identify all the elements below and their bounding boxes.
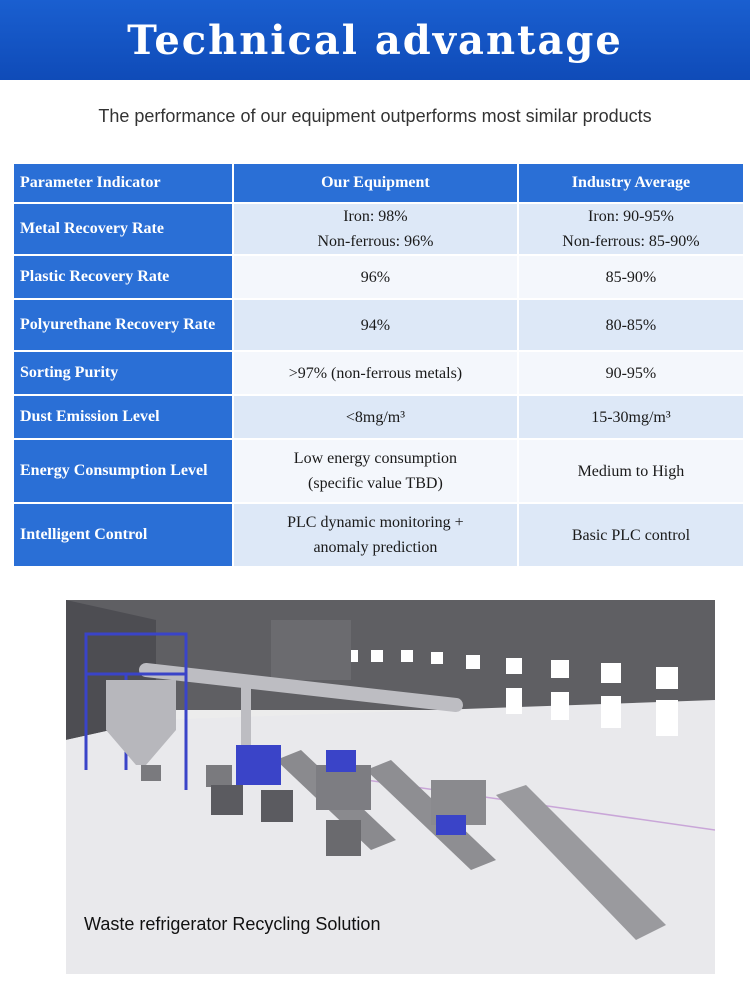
table-row [13,439,744,503]
cell-line: Medium to High [577,462,685,480]
industry-average-cell [518,503,744,567]
parameter-cell: Energy Consumption Level [13,439,233,503]
header-parameter: Parameter Indicator [13,163,233,203]
parameter-cell: Polyurethane Recovery Rate [13,299,233,351]
subtitle: The performance of our equipment outperforms most similar products [98,106,652,126]
header-banner [0,0,750,80]
our-equipment-cell [233,503,518,567]
cell-line: Non-ferrous: 85-90% [562,233,700,250]
cell-line: anomaly prediction [313,539,438,556]
equipment-photo [66,600,715,974]
header-industry-average: Industry Average [518,163,744,203]
comparison-table [12,162,745,568]
table-row [13,351,744,395]
cell-line: Iron: 98% [343,208,408,225]
cell-line: (specific value TBD) [308,475,443,492]
cell-line: 80-85% [605,316,657,334]
cell-line: 85-90% [605,268,657,286]
cell-line: 90-95% [605,364,657,382]
cell-line: 96% [360,268,391,286]
page-title: Technical advantage [127,16,623,64]
cell-line: >97% (non-ferrous metals) [288,364,463,382]
our-equipment-cell [233,395,518,439]
industry-average-cell [518,255,744,299]
industry-average-cell [518,351,744,395]
cell-line: PLC dynamic monitoring + [287,514,464,531]
table-row [13,203,744,255]
cell-line: Low energy consumption [293,450,458,467]
parameter-cell: Sorting Purity [13,351,233,395]
parameter-cell: Plastic Recovery Rate [13,255,233,299]
header-our-equipment: Our Equipment [233,163,518,203]
table-row [13,503,744,567]
cell-line: Iron: 90-95% [588,208,674,225]
our-equipment-cell [233,439,518,503]
our-equipment-cell [233,203,518,255]
table-row [13,395,744,439]
our-equipment-cell [233,299,518,351]
industry-average-cell [518,299,744,351]
cell-line: 15-30mg/m³ [591,408,671,426]
parameter-cell: Dust Emission Level [13,395,233,439]
our-equipment-cell [233,255,518,299]
industry-average-cell [518,203,744,255]
parameter-cell: Intelligent Control [13,503,233,567]
our-equipment-cell [233,351,518,395]
industry-average-cell [518,439,744,503]
table-row [13,299,744,351]
photo-caption: Waste refrigerator Recycling Solution [84,914,381,934]
parameter-cell: Metal Recovery Rate [13,203,233,255]
table-row [13,255,744,299]
cell-line: <8mg/m³ [345,408,405,426]
table-header-row [13,163,744,203]
cell-line: 94% [360,316,391,334]
cell-line: Basic PLC control [571,526,691,544]
industry-average-cell [518,395,744,439]
cell-line: Non-ferrous: 96% [317,233,434,250]
